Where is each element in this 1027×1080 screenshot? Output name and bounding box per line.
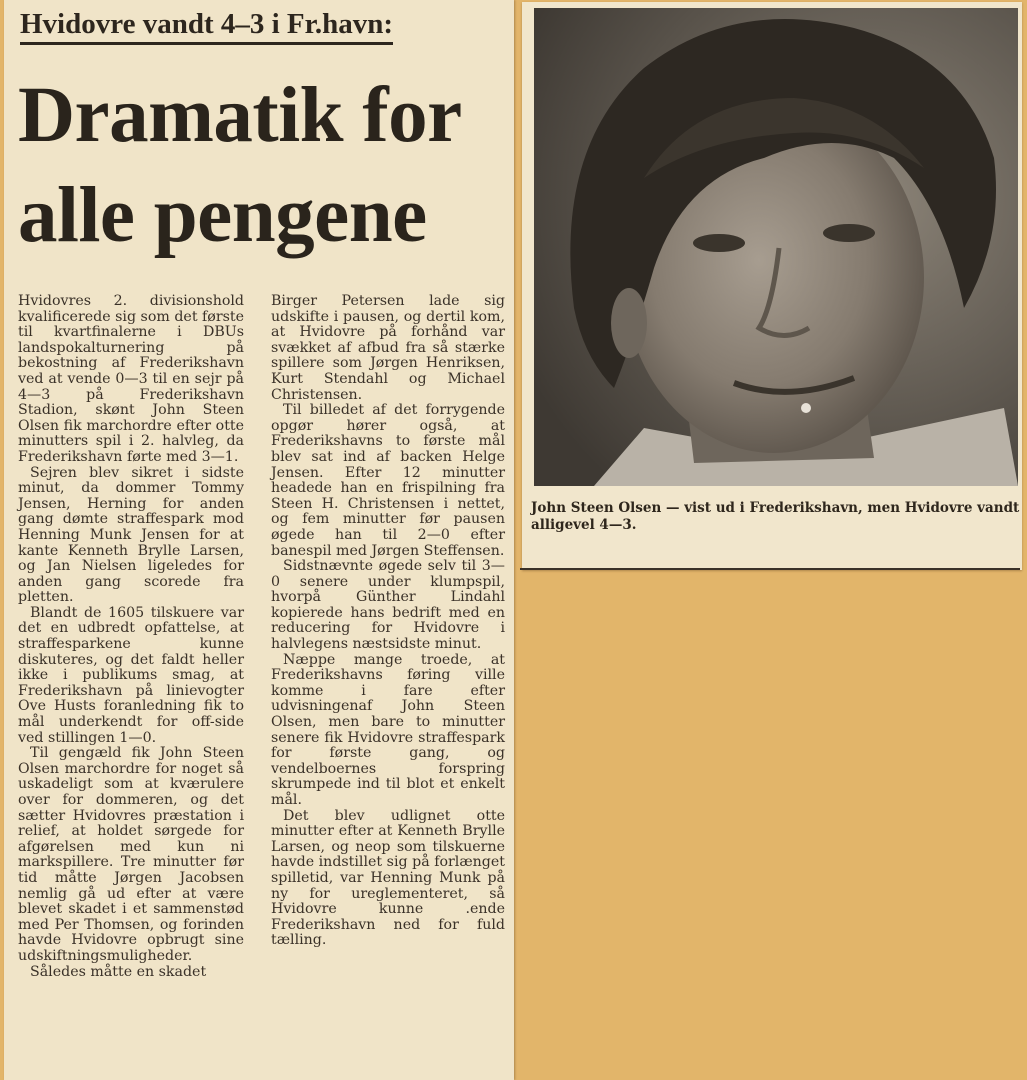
article-headline: Dramatik for alle pengene: [18, 72, 461, 259]
article-paragraph: Til gengæld fik John Steen Olsen marchordre for noget så uskadeligt som at kværulere over for dommeren, og det sætter Hvidovres præstation i relief, at holdet sørgede for afgørelsen med kun ni markspillere. Tre minutter før tid måtte Jørgen Jacobsen nemlig gå ud efter at være blevet skadet i et sammenstød med Per Thomsen, og forinden havde Hvidovre opbrugt sine udskiftningsmuligheder.: [18, 745, 244, 964]
article-paragraph: Sejren blev sikret i sidste minut, da dommer Tommy Jensen, Herning for anden gang dømte straffespark mod Henning Munk Jensen for at kante Kenneth Brylle Larsen, og Jan Nielsen ligeledes for anden gang scorede fra pletten.: [18, 464, 244, 606]
article-column-2: [271, 294, 505, 949]
article-paragraph: Sidstnævnte øgede selv til 3—0 senere under klumpspil, hvorpå Günther Lindahl kopierede hans bedrift med en reducering for Hvidovre i halvlegens næstsidste minut.: [271, 558, 505, 653]
article-kicker: Hvidovre vandt 4–3 i Fr.havn:: [20, 6, 393, 45]
article-paragraph: Hvidovres 2. divisionshold kvalificerede sig som det første til kvartfinalerne i DBUs landspokalturnering på bekostning af Frederikshavn ved at vende 0—3 til en sejr på 4—3 på Frederikshavn Stadion, skønt John Steen Olsen fik marchordre efter otte minutters spil i 2. halvleg, da Frederikshavn førte med 3—1.: [18, 293, 244, 465]
divider: [520, 568, 1020, 570]
article-paragraph: Det blev udlignet otte minutter efter at Kenneth Brylle Larsen, og neop som tilskuerne havde indstillet sig på forlænget spilletid, var Henning Munk på ny for ureglementeret, så Hvidovre kunne .ende Frederikshavn ned for fuld tælling.: [271, 807, 505, 949]
photo-caption: John Steen Olsen — vist ud i Frederikshavn, men Hvidovre vandt alligevel 4—3.: [531, 500, 1020, 533]
article-column-1: [18, 294, 244, 980]
article-paragraph: Næppe mange troede, at Frederikshavns føring ville komme i fare efter udvisningenaf John Steen Olsen, men bare to minutter senere fik Hvidovre straffespark for første gang, og vendelboernes forspring skrumpede ind til blot et enkelt mål.: [271, 651, 505, 808]
article-paragraph: Birger Petersen lade sig udskifte i pausen, og dertil kom, at Hvidovre på forhånd var svækket af afbud fra så stærke spillere som Jørgen Henriksen, Kurt Stendahl og Michael Christensen.: [271, 293, 505, 403]
article-paragraph: Blandt de 1605 tilskuere var det en udbredt opfattelse, at straffesparkene kunne diskuteres, og det faldt heller ikke i publikums smag, at Frederikshavn på linievogter Ove Husts foranledning fik to mål underkendt for off-side ved stillingen 1—0.: [18, 604, 244, 746]
article-paragraph: Til billedet af det forrygende opgør hører også, at Frederikshavns to første mål blev sat ind af backen Helge Jensen. Efter 12 minutter headede han en frispilning fra Steen H. Christensen i nettet, og fem minutter før pausen øgede han til 2—0 efter banespil med Jørgen Steffensen.: [271, 402, 505, 559]
article-paragraph: Således måtte en skadet: [30, 963, 207, 980]
player-photo: [534, 8, 1018, 486]
